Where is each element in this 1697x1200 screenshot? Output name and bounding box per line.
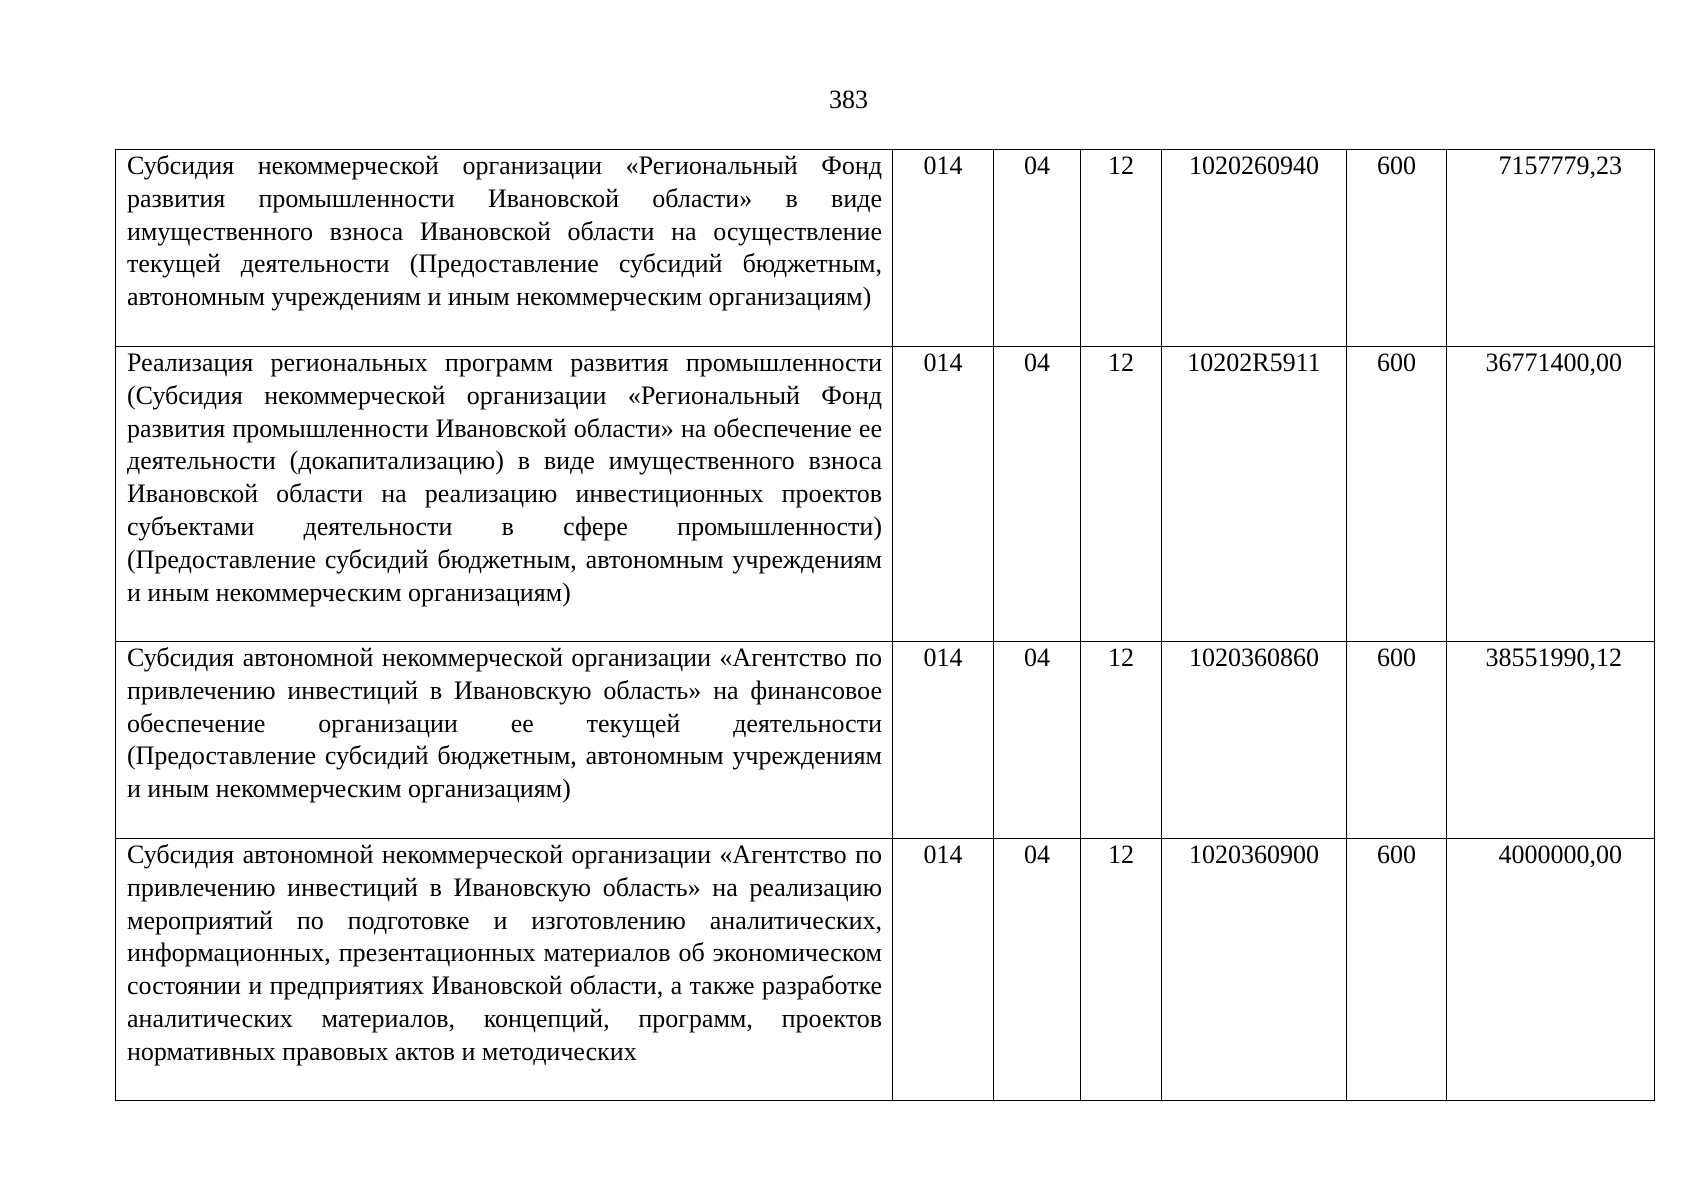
description-cell: Субсидия некоммерческой организации «Региональный Фонд развития промышленности Ивановской области» в виде имущественного взноса Ивановской области на осуществление текущей деятельности (Предоставление субсидий бюджетным, автономным учреждениям и иным некоммерческим организациям) — [116, 150, 893, 347]
section-cell: 04 — [994, 347, 1081, 642]
expense-type-cell: 600 — [1347, 839, 1447, 1101]
table-row — [116, 347, 1655, 642]
section-cell: 04 — [994, 839, 1081, 1101]
table-row — [116, 642, 1655, 839]
expense-type-cell: 600 — [1347, 347, 1447, 642]
section-cell: 04 — [994, 642, 1081, 839]
amount-cell: 38551990,12 — [1447, 642, 1655, 839]
section-cell: 04 — [994, 150, 1081, 347]
description-cell: Субсидия автономной некоммерческой организации «Агентство по привлечению инвестиций в Ивановскую область» на реализацию мероприятий по подготовке и изготовлению аналитических, информационных, презентационных материалов об экономическом состоянии и предприятиях Ивановской области, а также разработке аналитических материалов, концепций, программ, проектов нормативных правовых актов и методических — [116, 839, 893, 1101]
description-cell: Реализация региональных программ развития промышленности (Субсидия некоммерческой организации «Региональный Фонд развития промышленности Ивановской области» на обеспечение ее деятельности (докапитализацию) в виде имущественного взноса Ивановской области на реализацию инвестиционных проектов субъектами деятельности в сфере промышленности) (Предоставление субсидий бюджетным, автономным учреждениям и иным некоммерческим организациям) — [116, 347, 893, 642]
subsection-cell: 12 — [1081, 839, 1162, 1101]
target-article-cell: 1020360860 — [1162, 642, 1347, 839]
amount-cell: 4000000,00 — [1447, 839, 1655, 1101]
target-article-cell: 1020260940 — [1162, 150, 1347, 347]
subsection-cell: 12 — [1081, 347, 1162, 642]
department-code-cell: 014 — [893, 150, 994, 347]
department-code-cell: 014 — [893, 839, 994, 1101]
table-row — [116, 839, 1655, 1101]
expense-type-cell: 600 — [1347, 642, 1447, 839]
target-article-cell: 10202R5911 — [1162, 347, 1347, 642]
subsection-cell: 12 — [1081, 150, 1162, 347]
amount-cell: 7157779,23 — [1447, 150, 1655, 347]
expense-type-cell: 600 — [1347, 150, 1447, 347]
description-cell: Субсидия автономной некоммерческой организации «Агентство по привлечению инвестиций в Ивановскую область» на финансовое обеспечение организации ее текущей деятельности (Предоставление субсидий бюджетным, автономным учреждениям и иным некоммерческим организациям) — [116, 642, 893, 839]
department-code-cell: 014 — [893, 642, 994, 839]
target-article-cell: 1020360900 — [1162, 839, 1347, 1101]
subsection-cell: 12 — [1081, 642, 1162, 839]
budget-table — [115, 149, 1655, 1101]
table-row — [116, 150, 1655, 347]
department-code-cell: 014 — [893, 347, 994, 642]
amount-cell: 36771400,00 — [1447, 347, 1655, 642]
page-number: 383 — [829, 85, 868, 114]
